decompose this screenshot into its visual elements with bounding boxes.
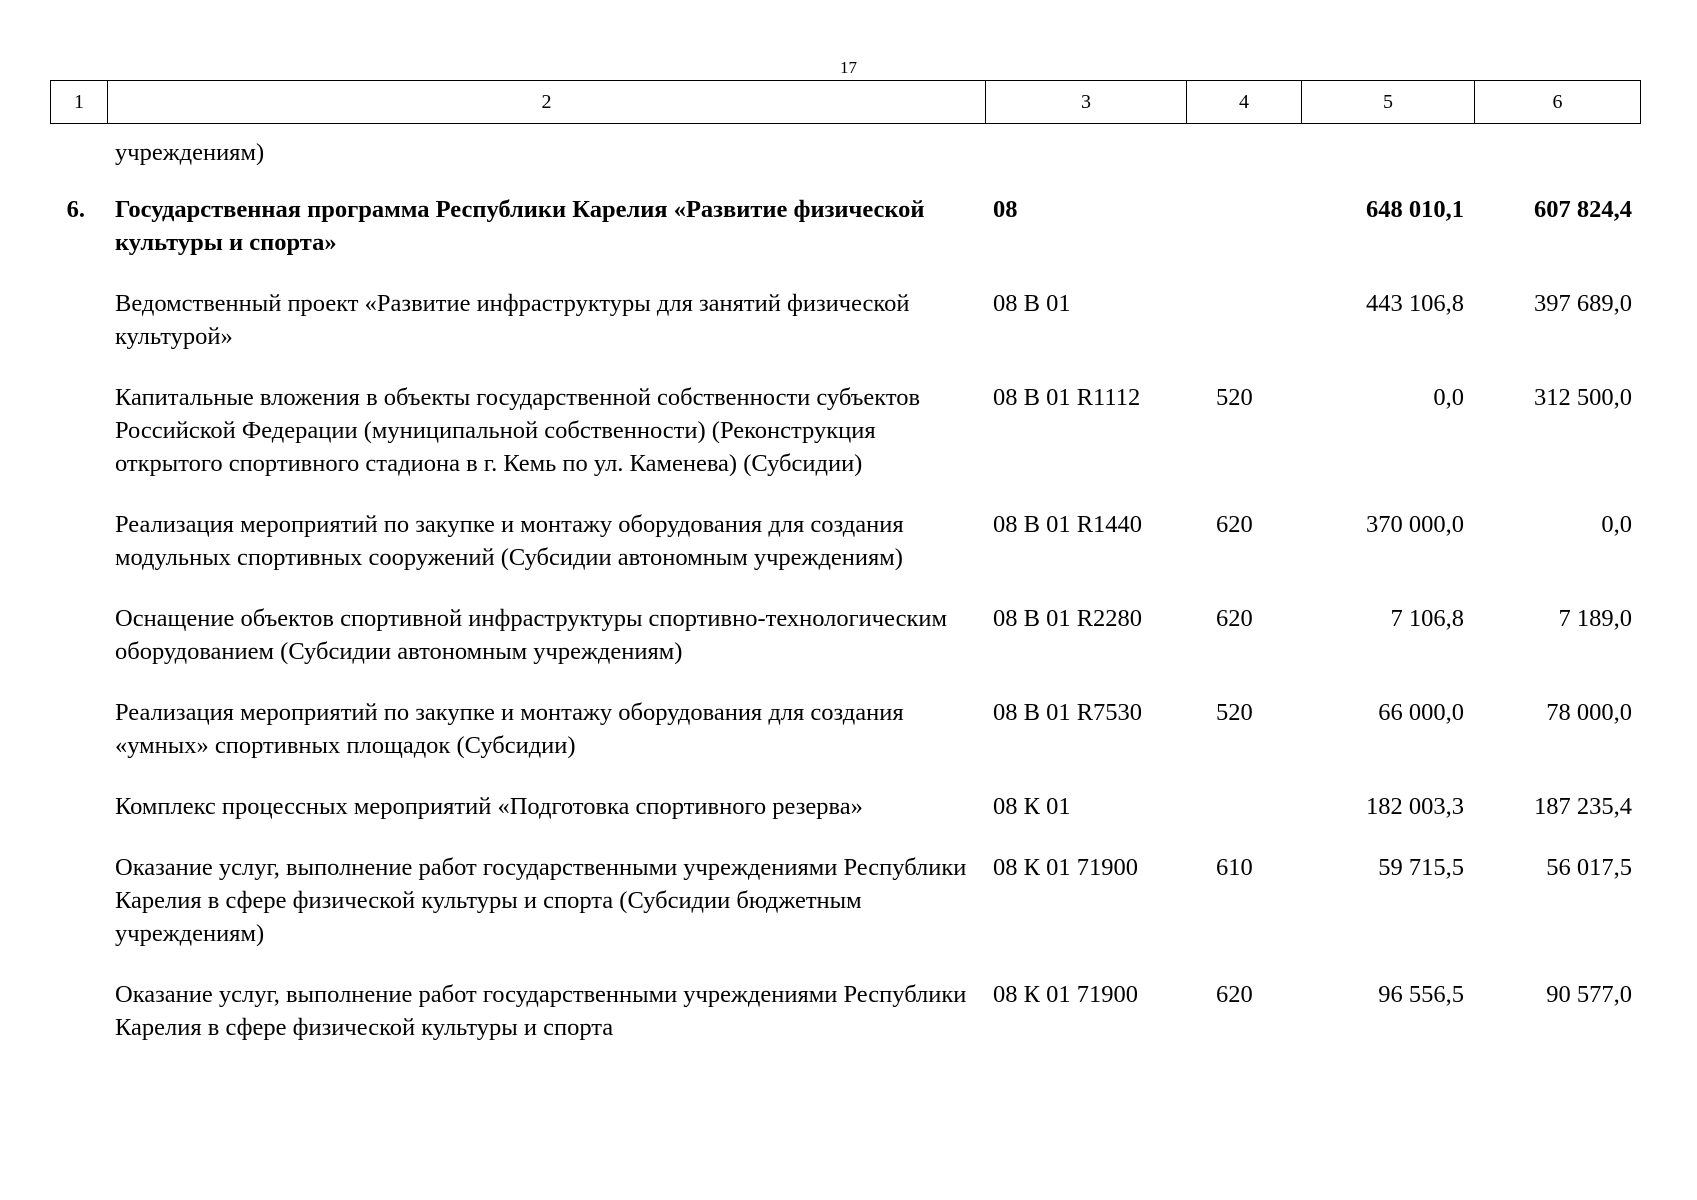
row-number xyxy=(50,776,107,837)
row-code: 08 В 01 R1440 xyxy=(993,511,1143,538)
row-expense-type xyxy=(1186,776,1301,837)
table-row xyxy=(50,367,1640,494)
row-number xyxy=(50,494,107,588)
row-value-1: 66 000,0 xyxy=(1378,699,1464,726)
row-number xyxy=(50,682,107,776)
row-code: 08 В 01 R7530 xyxy=(993,699,1143,726)
row-number xyxy=(50,588,107,682)
row-name: Оснащение объектов спортивной инфраструктуры спортивно-технологическим оборудованием (Субсидии автономным учреждениям) xyxy=(115,605,947,665)
table-row xyxy=(50,682,1640,776)
row-value-2: 56 017,5 xyxy=(1546,854,1632,881)
column-number-4: 4 xyxy=(1187,81,1302,124)
row-value-1: 59 715,5 xyxy=(1378,854,1464,881)
budget-table xyxy=(50,124,1640,1058)
row-number: 6. xyxy=(66,196,85,223)
row-name: Реализация мероприятий по закупке и монтажу оборудования для создания «умных» спортивных площадок (Субсидии) xyxy=(115,699,904,759)
row-code: 08 К 01 xyxy=(993,793,1071,820)
table-row xyxy=(50,837,1640,964)
row-value-2: 90 577,0 xyxy=(1546,981,1632,1008)
column-number-1: 1 xyxy=(51,81,108,124)
table-row xyxy=(50,588,1640,682)
table-row xyxy=(50,776,1640,837)
row-value-2: 0,0 xyxy=(1601,511,1632,538)
column-number-3: 3 xyxy=(986,81,1187,124)
row-value-2: 397 689,0 xyxy=(1534,290,1632,317)
row-code: 08 В 01 xyxy=(993,290,1071,317)
row-name: учреждениям) xyxy=(115,139,265,166)
column-header-table xyxy=(50,80,1641,124)
page-number: 17 xyxy=(840,58,857,77)
row-expense-type: 520 xyxy=(1216,384,1253,411)
row-name: Реализация мероприятий по закупке и монтажу оборудования для создания модульных спортивных сооружений (Субсидии автономным учреждениям) xyxy=(115,511,904,571)
table-row xyxy=(50,124,1640,179)
row-value-1: 443 106,8 xyxy=(1366,290,1464,317)
row-number xyxy=(50,837,107,964)
column-number-2: 2 xyxy=(108,81,986,124)
table-row xyxy=(50,273,1640,367)
row-code: 08 В 01 R2280 xyxy=(993,605,1143,632)
row-code: 08 К 01 71900 xyxy=(993,981,1138,1008)
row-expense-type xyxy=(1186,124,1301,179)
row-code: 08 xyxy=(993,196,1018,223)
row-value-2: 312 500,0 xyxy=(1534,384,1632,411)
program-row xyxy=(50,179,1640,273)
row-expense-type: 520 xyxy=(1216,699,1253,726)
table-row xyxy=(50,964,1640,1058)
row-number xyxy=(50,367,107,494)
row-name: Оказание услуг, выполнение работ государственными учреждениями Республики Карелия в сфере физической культуры и спорта (Субсидии бюджетным учреждениям) xyxy=(115,854,967,947)
row-code: 08 К 01 71900 xyxy=(993,854,1138,881)
row-number xyxy=(50,964,107,1058)
row-value-1: 7 106,8 xyxy=(1390,605,1464,632)
row-number xyxy=(50,124,107,179)
row-value-2: 7 189,0 xyxy=(1558,605,1632,632)
row-name: Оказание услуг, выполнение работ государственными учреждениями Республики Карелия в сфере физической культуры и спорта xyxy=(115,981,967,1041)
row-value-1 xyxy=(1301,124,1474,179)
row-value-1: 96 556,5 xyxy=(1378,981,1464,1008)
column-number-5: 5 xyxy=(1302,81,1475,124)
row-expense-type: 620 xyxy=(1216,605,1253,632)
row-value-1: 648 010,1 xyxy=(1366,196,1464,223)
row-code xyxy=(985,124,1186,179)
row-expense-type: 610 xyxy=(1216,854,1253,881)
column-number-6: 6 xyxy=(1475,81,1641,124)
row-expense-type: 620 xyxy=(1216,981,1253,1008)
row-expense-type xyxy=(1186,273,1301,367)
row-name: Капитальные вложения в объекты государственной собственности субъектов Российской Федерации (муниципальной собственности) (Реконструкция открытого спортивного стадиона в г. Кемь по ул. Каменева) (Субсидии) xyxy=(115,384,921,477)
row-name: Ведомственный проект «Развитие инфраструктуры для занятий физической культурой» xyxy=(115,290,910,350)
table-row xyxy=(50,494,1640,588)
row-value-2: 607 824,4 xyxy=(1534,196,1632,223)
row-expense-type xyxy=(1186,179,1301,273)
row-number xyxy=(50,273,107,367)
row-value-1: 0,0 xyxy=(1433,384,1464,411)
row-value-2: 187 235,4 xyxy=(1534,793,1632,820)
column-header-row xyxy=(51,81,1641,124)
row-expense-type: 620 xyxy=(1216,511,1253,538)
row-value-1: 182 003,3 xyxy=(1366,793,1464,820)
row-name: Государственная программа Республики Карелия «Развитие физической культуры и спорта» xyxy=(115,196,925,256)
row-value-1: 370 000,0 xyxy=(1366,511,1464,538)
row-code: 08 В 01 R1112 xyxy=(993,384,1141,411)
row-name: Комплекс процессных мероприятий «Подготовка спортивного резерва» xyxy=(115,793,863,820)
row-value-2: 78 000,0 xyxy=(1546,699,1632,726)
row-value-2 xyxy=(1474,124,1640,179)
